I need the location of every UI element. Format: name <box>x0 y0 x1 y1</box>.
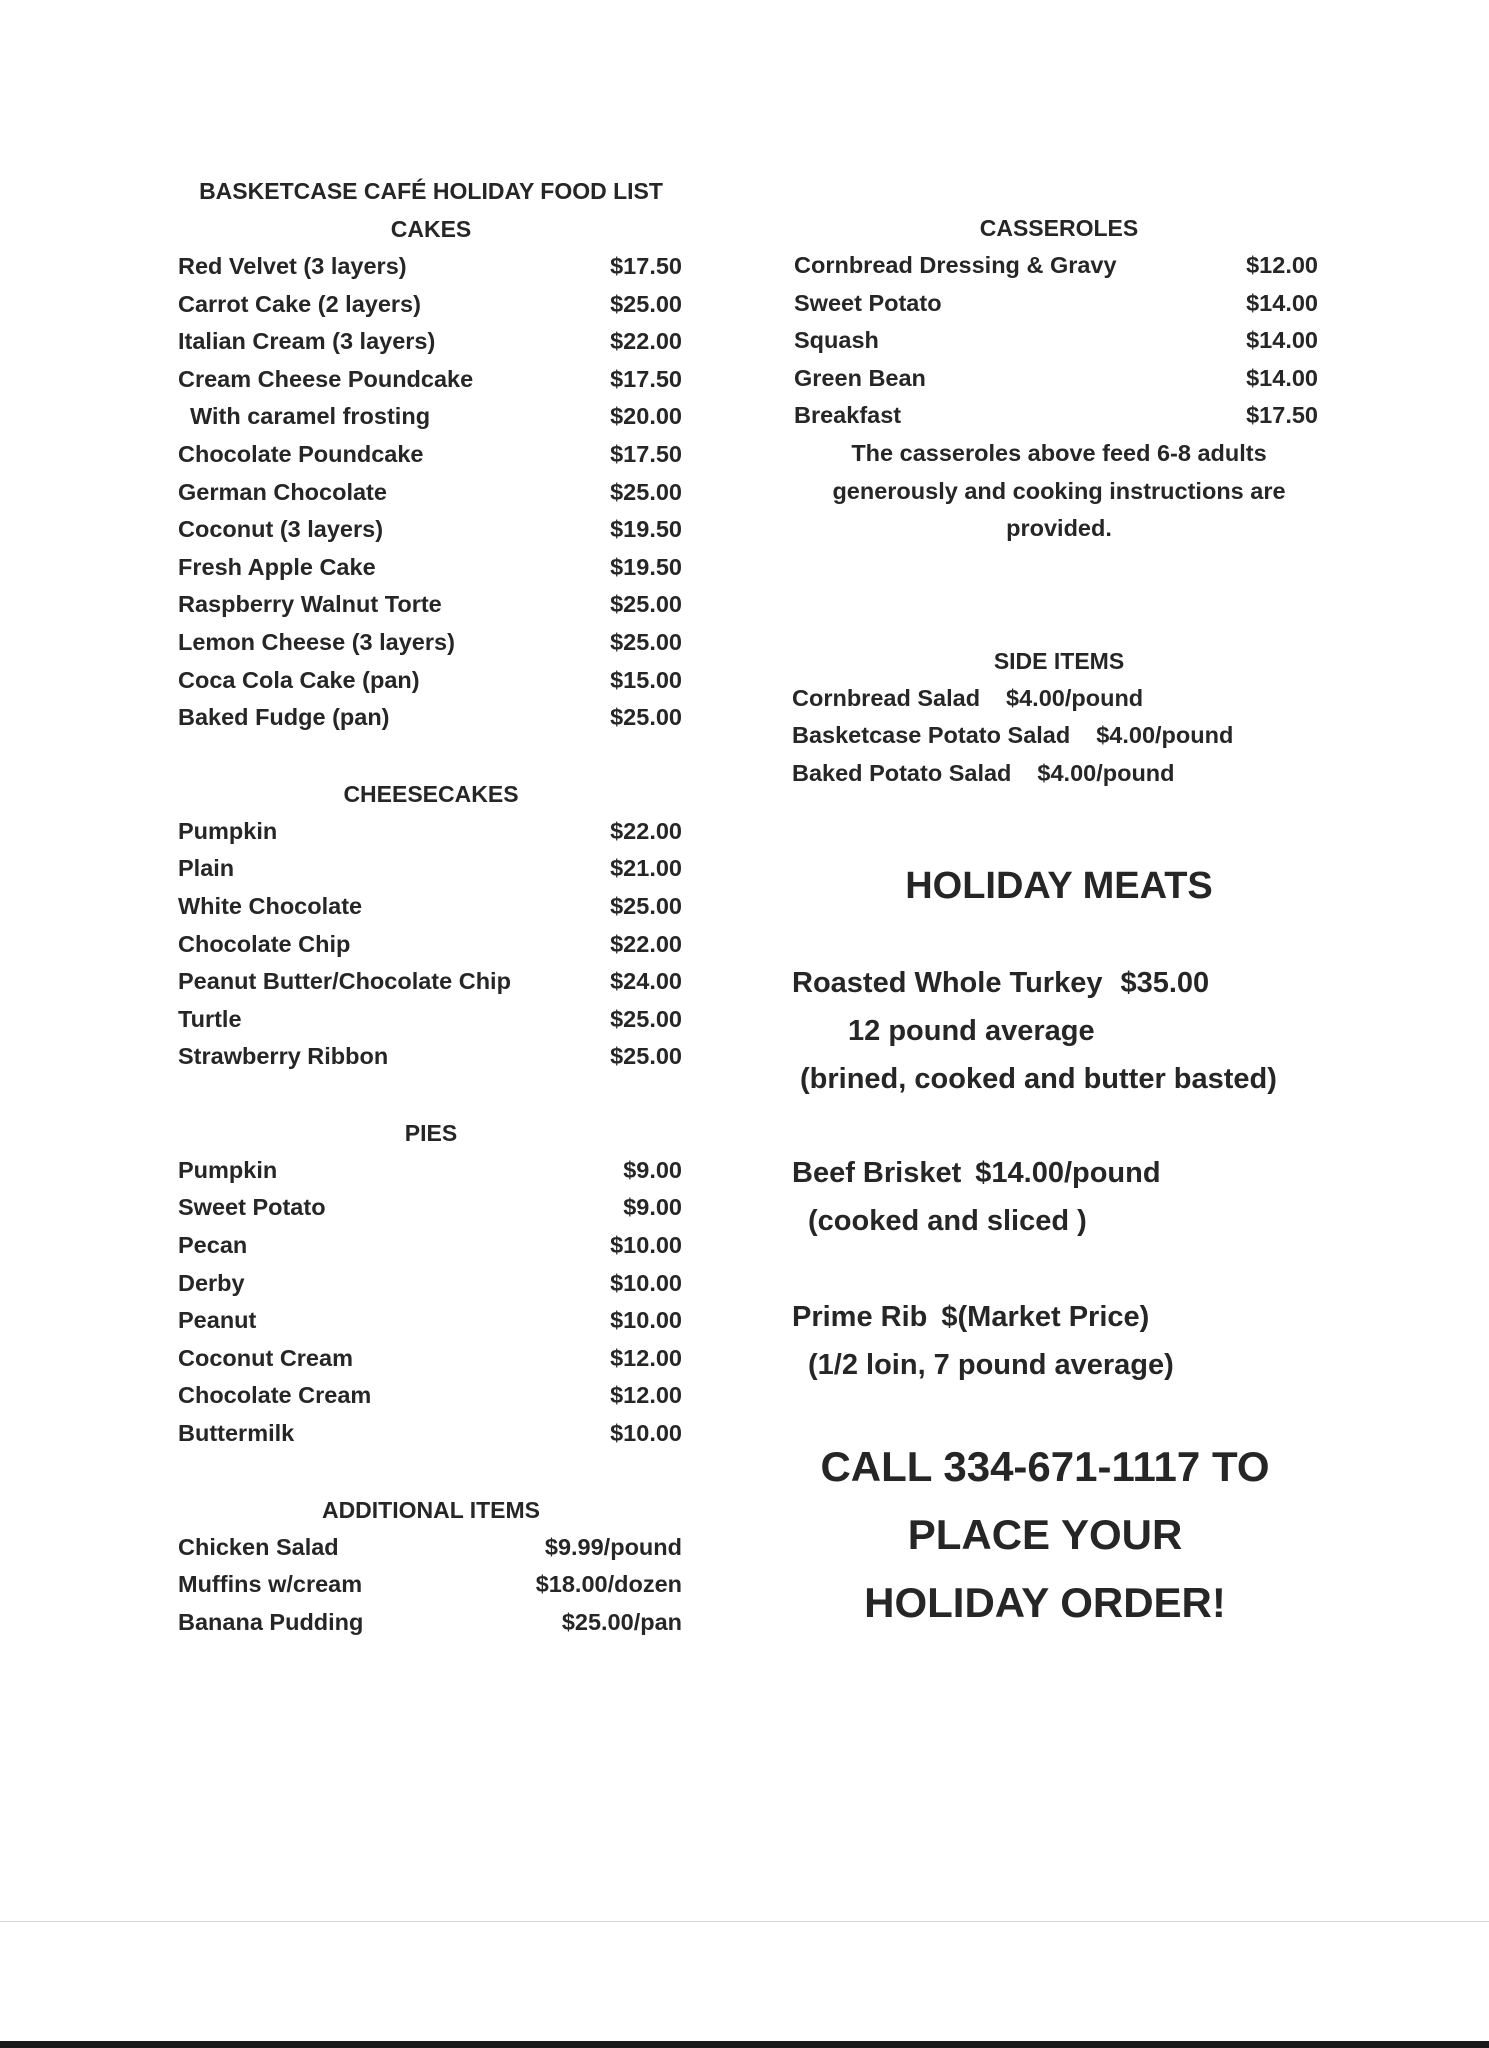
scan-bottom-edge <box>0 2041 1489 2048</box>
spacer <box>176 1076 686 1114</box>
item-name: Derby <box>178 1269 245 1296</box>
item-name: Red Velvet (3 layers) <box>178 253 407 279</box>
menu-item <box>176 549 686 587</box>
item-name: Buttermilk <box>178 1420 295 1447</box>
menu-item <box>176 624 686 662</box>
brisket-line <box>792 1149 1326 1197</box>
cakes-heading: CAKES <box>390 216 472 242</box>
item-price: $20.00 <box>610 403 682 430</box>
item-price: $10.00 <box>610 1420 682 1447</box>
menu-item <box>792 717 1326 755</box>
side-items-list <box>792 680 1326 793</box>
menu-item <box>176 1377 686 1415</box>
menu-item <box>176 699 686 737</box>
menu-item <box>176 398 686 436</box>
spacer <box>176 1453 686 1491</box>
menu-item <box>176 361 686 399</box>
menu-item <box>176 662 686 700</box>
item-price: $14.00 <box>1246 364 1318 391</box>
item-name: Breakfast <box>794 402 902 429</box>
spacer <box>792 1389 1326 1433</box>
menu-item <box>176 436 686 474</box>
item-name: Strawberry Ribbon <box>178 1043 389 1070</box>
right-column <box>792 209 1326 1637</box>
menu-item <box>176 888 686 926</box>
item-price: $10.00 <box>610 1307 682 1334</box>
item-price: $25.00 <box>610 628 682 655</box>
item-price: $10.00 <box>610 1269 682 1296</box>
item-price: $12.00 <box>610 1382 682 1409</box>
item-name: Roasted Whole Turkey <box>792 966 1103 999</box>
scan-edge-line <box>0 1921 1489 1922</box>
turkey-line <box>792 959 1326 1007</box>
item-price: $15.00 <box>610 666 682 693</box>
menu-item <box>176 1227 686 1265</box>
item-price: $14.00/pound <box>975 1156 1161 1189</box>
spacer <box>176 737 686 775</box>
item-price: $22.00 <box>610 930 682 957</box>
menu-item <box>176 1265 686 1303</box>
menu-item <box>176 286 686 324</box>
spacer <box>792 1103 1326 1149</box>
menu-item <box>792 247 1326 285</box>
menu-item <box>176 926 686 964</box>
item-name: Baked Fudge (pan) <box>178 704 390 731</box>
item-price: $18.00/dozen <box>535 1571 682 1598</box>
item-name: Peanut <box>178 1307 257 1334</box>
item-price: $4.00/pound <box>1037 759 1175 786</box>
menu-item <box>792 360 1326 398</box>
item-name: Cornbread Dressing & Gravy <box>794 252 1117 278</box>
item-price: $25.00 <box>610 1005 682 1032</box>
casseroles-note: The casseroles above feed 6-8 adults generously and cooking instructions are provided. <box>832 439 1286 542</box>
menu-item <box>176 1189 686 1227</box>
menu-item <box>176 474 686 512</box>
call-to-action: CALL 334-671-1117 TO PLACE YOUR HOLIDAY ORDER! <box>820 1442 1270 1626</box>
spacer <box>792 548 1326 642</box>
item-name: Raspberry Walnut Torte <box>178 591 442 618</box>
item-price: $17.50 <box>610 253 682 279</box>
item-price: $4.00/pound <box>1006 684 1144 711</box>
item-name: With caramel frosting <box>190 403 431 430</box>
item-price: $9.00 <box>623 1194 682 1221</box>
left-column <box>176 172 686 1641</box>
spacer <box>792 911 1326 959</box>
item-name: Prime Rib <box>792 1300 928 1333</box>
casseroles-list <box>792 247 1326 435</box>
menu-item <box>176 1302 686 1340</box>
item-name: Fresh Apple Cake <box>178 553 376 580</box>
item-name: Pumpkin <box>178 1156 278 1183</box>
menu-item <box>176 1038 686 1076</box>
menu-item <box>176 1604 686 1642</box>
menu-item <box>176 511 686 549</box>
item-price: $9.99/pound <box>544 1533 682 1560</box>
item-price: $12.00 <box>610 1344 682 1371</box>
item-name: German Chocolate <box>178 478 387 505</box>
item-price: $22.00 <box>610 328 682 355</box>
item-price: $14.00 <box>1246 327 1318 354</box>
item-price: $35.00 <box>1120 966 1210 999</box>
item-name: Cream Cheese Poundcake <box>178 365 474 392</box>
menu-title: BASKETCASE CAFÉ HOLIDAY FOOD LIST <box>199 178 663 204</box>
item-name: Basketcase Potato Salad <box>792 722 1071 749</box>
menu-item <box>176 1152 686 1190</box>
item-price: $4.00/pound <box>1096 722 1234 749</box>
item-name: Lemon Cheese (3 layers) <box>178 628 455 655</box>
item-price: $10.00 <box>610 1232 682 1259</box>
item-name: Squash <box>794 327 879 354</box>
menu-item <box>176 1415 686 1453</box>
spacer <box>792 1245 1326 1293</box>
menu-item <box>792 322 1326 360</box>
menu-item <box>792 397 1326 435</box>
item-price: $19.50 <box>610 516 682 543</box>
menu-item <box>176 963 686 1001</box>
pies-list <box>176 1152 686 1453</box>
item-name: Peanut Butter/Chocolate Chip <box>178 968 511 995</box>
prime-rib-line <box>792 1293 1326 1341</box>
item-name: Muffins w/cream <box>178 1571 363 1598</box>
menu-item <box>176 1001 686 1039</box>
item-name: Coconut Cream <box>178 1344 353 1371</box>
item-price: $9.00 <box>623 1156 682 1183</box>
item-name: Pumpkin <box>178 817 278 844</box>
item-name: Coconut (3 layers) <box>178 516 384 543</box>
item-price: $25.00 <box>610 704 682 731</box>
item-price: $14.00 <box>1246 289 1318 316</box>
item-name: Banana Pudding <box>178 1608 364 1635</box>
item-price: $17.50 <box>610 440 682 467</box>
spacer <box>792 793 1326 861</box>
menu-item <box>176 248 686 286</box>
item-name: Sweet Potato <box>794 289 942 316</box>
menu-item <box>176 323 686 361</box>
menu-item <box>792 285 1326 323</box>
menu-item <box>176 813 686 851</box>
item-price: $19.50 <box>610 553 682 580</box>
item-price: $25.00 <box>610 1043 682 1070</box>
item-price: $25.00 <box>610 591 682 618</box>
item-name: Pecan <box>178 1232 248 1259</box>
item-name: Chicken Salad <box>178 1533 339 1560</box>
additional-items-list <box>176 1529 686 1642</box>
item-name: Turtle <box>178 1005 242 1032</box>
menu-item <box>176 850 686 888</box>
item-price: $(Market Price) <box>941 1300 1150 1333</box>
item-name: Chocolate Poundcake <box>178 440 424 467</box>
menu-item <box>176 1566 686 1604</box>
item-name: Baked Potato Salad <box>792 759 1012 786</box>
item-price: $24.00 <box>610 968 682 995</box>
casseroles-heading: CASSEROLES <box>979 215 1139 241</box>
item-name: Plain <box>178 855 235 882</box>
prime-rib-detail: (1/2 loin, 7 pound average) <box>808 1348 1174 1381</box>
side-items-heading: SIDE ITEMS <box>993 647 1125 674</box>
item-name: Carrot Cake (2 layers) <box>178 290 421 317</box>
item-price: $17.50 <box>610 365 682 392</box>
item-price: $25.00/pan <box>561 1608 682 1635</box>
menu-item <box>176 1340 686 1378</box>
item-price: $17.50 <box>1246 402 1318 429</box>
menu-item <box>176 1529 686 1567</box>
menu-item <box>176 586 686 624</box>
turkey-detail: 12 pound average <box>848 1014 1095 1047</box>
brisket-detail: (cooked and sliced ) <box>808 1204 1087 1237</box>
item-price: $22.00 <box>610 817 682 844</box>
item-name: Beef Brisket <box>792 1156 962 1189</box>
item-price: $12.00 <box>1246 252 1318 278</box>
additional-items-heading: ADDITIONAL ITEMS <box>321 1496 541 1523</box>
menu-item <box>792 680 1326 718</box>
item-name: White Chocolate <box>178 892 363 919</box>
item-name: Cornbread Salad <box>792 684 981 711</box>
pies-heading: PIES <box>404 1119 458 1146</box>
item-price: $25.00 <box>610 290 682 317</box>
item-price: $25.00 <box>610 892 682 919</box>
cheesecakes-list <box>176 813 686 1076</box>
holiday-meats-heading: HOLIDAY MEATS <box>905 864 1213 907</box>
cheesecakes-heading: CHEESECAKES <box>343 780 519 807</box>
item-name: Italian Cream (3 layers) <box>178 328 436 355</box>
item-name: Chocolate Chip <box>178 930 351 957</box>
item-price: $21.00 <box>610 855 682 882</box>
menu-item <box>792 755 1326 793</box>
cakes-list <box>176 248 686 737</box>
item-name: Chocolate Cream <box>178 1382 372 1409</box>
item-name: Coca Cola Cake (pan) <box>178 666 420 693</box>
item-name: Sweet Potato <box>178 1194 326 1221</box>
item-price: $25.00 <box>610 478 682 505</box>
item-name: Green Bean <box>794 364 926 391</box>
turkey-detail: (brined, cooked and butter basted) <box>800 1062 1277 1095</box>
